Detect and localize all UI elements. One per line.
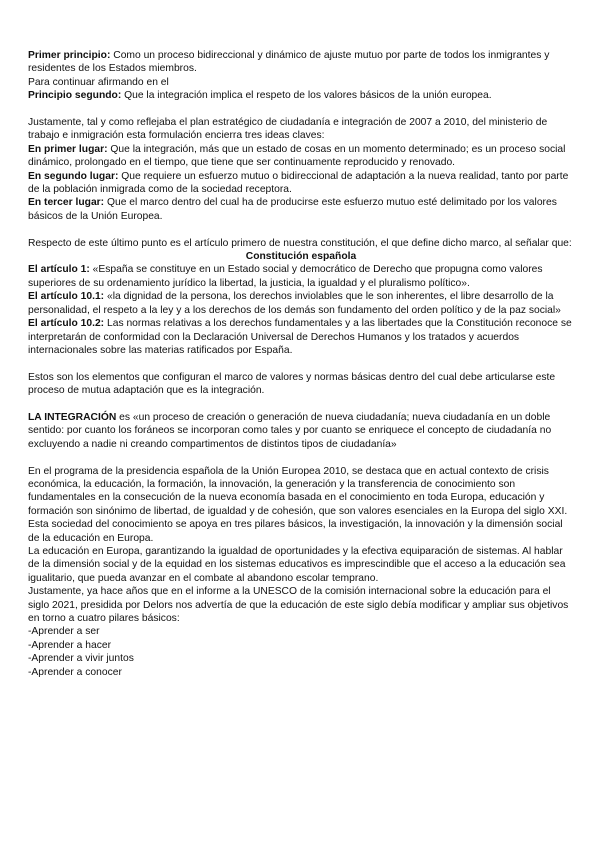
spacer bbox=[28, 357, 574, 370]
article-10-1-text: «la dignidad de la persona, los derechos inviolables que le son inherentes, el libre desarrollo de la personalidad, el respeto a la ley y a los derechos de los demás son fundamento del orden político y de la paz social» bbox=[28, 291, 561, 316]
key-idea-3-label: En tercer lugar: bbox=[28, 197, 105, 209]
key-idea-1 bbox=[28, 143, 574, 170]
key-idea-1-text: Que la integración, más que un estado de cosas en un momento determinado; es un proceso social dinámico, prolongado en el tiempo, que tiene que ser continuamente reproducido y renovado. bbox=[28, 143, 566, 169]
key-idea-3 bbox=[28, 196, 574, 223]
article-10-1 bbox=[28, 290, 574, 317]
principle-two-label: Principio segundo: bbox=[28, 90, 122, 102]
spacer bbox=[28, 398, 574, 411]
continuation-line: Para continuar afirmando en el bbox=[28, 76, 169, 88]
principle-one bbox=[28, 49, 574, 76]
key-idea-3-text: Que el marco dentro del cual ha de producirse este esfuerzo mutuo esté delimitado por los valores básicos de la Unión Europea. bbox=[28, 197, 557, 222]
principle-one-label: Primer principio: bbox=[28, 50, 111, 61]
constitution-intro: Respecto de este último punto es el artículo primero de nuestra constitución, el que define dicho marco, al señalar que: bbox=[28, 237, 572, 249]
integration-definition bbox=[28, 411, 574, 451]
document-body bbox=[28, 49, 574, 679]
constitution-heading: Constitución española bbox=[245, 251, 357, 263]
key-idea-2-label: En segundo lugar: bbox=[28, 170, 119, 182]
principle-two-text: Que la integración implica el respeto de los valores básicos de la unión europea. bbox=[121, 90, 492, 102]
integration-text: es «un proceso de creación o generación de nueva ciudadanía; nueva ciudadanía en un doble sentido: por cuanto los foráneos se incorporan como tales y por cuanto se enriquece el concepto de ciudadanía no excluyendo a nadie ni creando compartimentos de distintos tipos de ciudadanía» bbox=[28, 411, 552, 450]
article-10-1-label: El artículo 10.1: bbox=[28, 291, 105, 303]
pillar-item: -Aprender a hacer bbox=[28, 639, 111, 651]
pillar-item: -Aprender a vivir juntos bbox=[28, 653, 134, 665]
pillar-item: -Aprender a ser bbox=[28, 626, 100, 638]
education-europe-paragraph: La educación en Europa, garantizando la igualdad de oportunidades y la efectiva equiparación de sistemas. Al hablar de la dimensión social y de la equidad en los sistemas educativos es imprescindible que el acceso a la educación sea igualitario, que pueda avanzar en el combate al abandono escolar temprano. bbox=[28, 545, 566, 584]
framework-paragraph: Estos son los elementos que configuran el marco de valores y normas básicas dentro del cual debe articularse este proceso de mutua adaptación que es la integración. bbox=[28, 371, 556, 397]
article-1-text: «España se constituye en un Estado social y democrático de Derecho que propugna como valores superiores de su ordenamiento jurídico la libertad, la justicia, la igualdad y el pluralismo político». bbox=[28, 264, 543, 289]
spacer bbox=[28, 223, 574, 236]
eu-presidency-paragraph: En el programa de la presidencia española de la Unión Europea 2010, se destaca que en actual contexto de crisis económica, la educación, la formación, la innovación, la generación y la transferencia de conocimiento son fundamentales en la consecución de la nueva economía basada en el conocimiento en toda Europa, educación y formación son sinónimo de libertad, de igualdad y de cohesión, que son valores esenciales en la Europa del siglo XXI. Esta sociedad del conocimiento se apoya en tres pilares básicos, la investigación, la innovación y la dimensión social de la educación en Europa. bbox=[28, 465, 568, 544]
spacer bbox=[28, 103, 574, 116]
unesco-paragraph: Justamente, ya hace años que en el informe a la UNESCO de la comisión internacional sobre la educación para el siglo 2021, presidida por Delors nos advertía de que la educación de este siglo debía modificar y ampliar sus objetivos en torno a cuatro pilares básicos: bbox=[28, 586, 569, 624]
key-idea-2 bbox=[28, 170, 574, 197]
principle-one-text: Como un proceso bidireccional y dinámico de ajuste mutuo por parte de todos los inmigrantes y residentes de los Estados miembros. bbox=[28, 50, 550, 75]
spacer bbox=[28, 451, 574, 464]
article-10-2 bbox=[28, 317, 574, 357]
integration-label: LA INTEGRACIÓN bbox=[28, 411, 117, 423]
article-10-2-label: El artículo 10.2: bbox=[28, 318, 105, 330]
article-1-label: El artículo 1: bbox=[28, 264, 90, 276]
article-10-2-text: Las normas relativas a los derechos fundamentales y a las libertades que la Constitución reconoce se interpretarán de conformidad con la Declaración Universal de Derechos Humanos y los tratados y acuerdos internacionales sobre las materias ratificados por España. bbox=[28, 318, 572, 356]
strategic-plan-intro: Justamente, tal y como reflejaba el plan estratégico de ciudadanía e integración de 2007 a 2010, del ministerio de trabajo e inmigración esta formulación encierra tres ideas claves: bbox=[28, 117, 548, 142]
key-idea-2-text: Que requiere un esfuerzo mutuo o bidireccional de adaptación a la nueva realidad, tanto por parte de la población inmigrada como de la sociedad receptora. bbox=[28, 170, 569, 196]
key-idea-1-label: En primer lugar: bbox=[28, 143, 108, 155]
principle-two bbox=[28, 89, 574, 102]
pillar-item: -Aprender a conocer bbox=[28, 666, 122, 678]
article-1 bbox=[28, 263, 574, 290]
